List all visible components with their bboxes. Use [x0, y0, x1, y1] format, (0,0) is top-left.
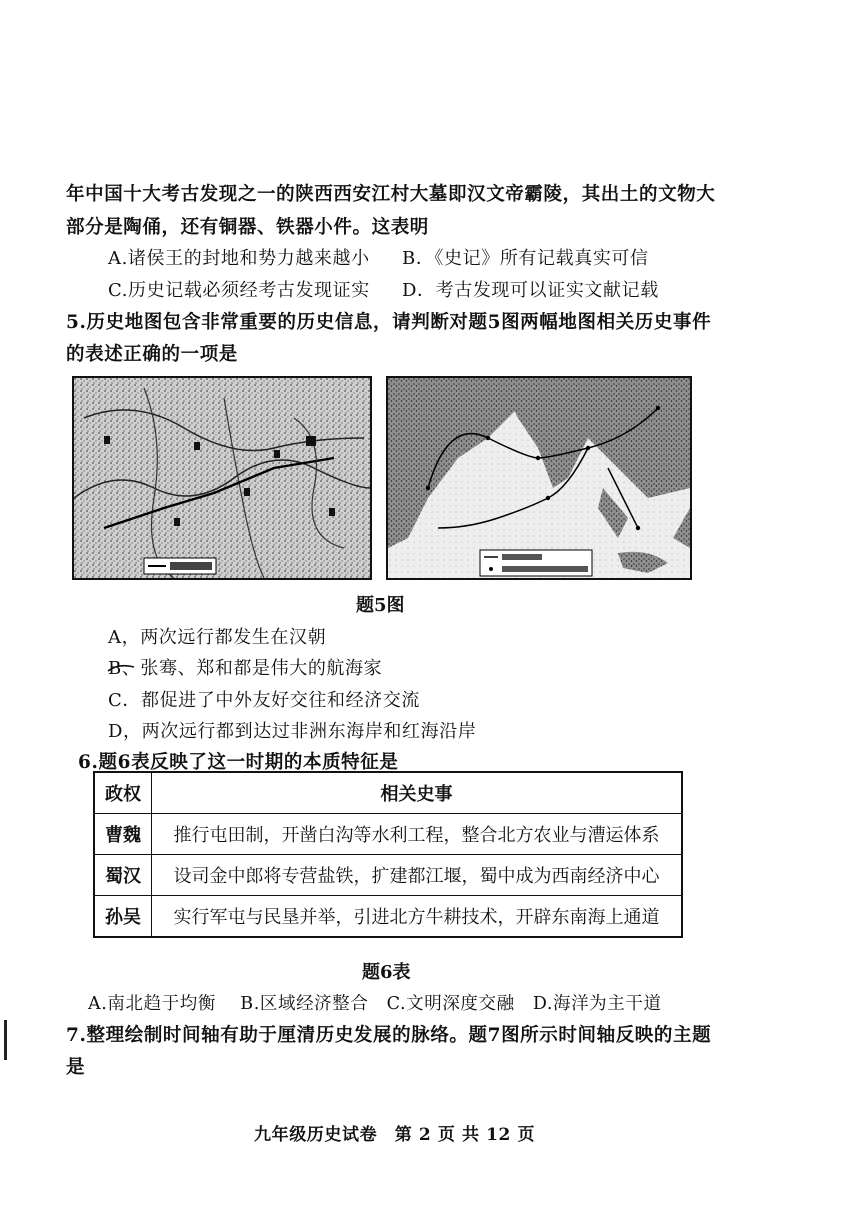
table-6-caption: 题6表: [362, 962, 411, 983]
table-6: [93, 771, 683, 938]
table-cell-events: 推行屯田制，开凿白沟等水利工程，整合北方农业与漕运体系: [152, 814, 683, 855]
q6-options: A.南北趋于均衡 B.区域经济整合 C.文明深度交融 D.海洋为主干道: [88, 994, 662, 1014]
table-row: [94, 855, 682, 896]
map-zhenghe-route: [386, 376, 692, 580]
q4-option-d: D．考古发现可以证实文献记载: [402, 280, 659, 301]
table-cell-events: 实行军屯与民垦并举，引进北方牛耕技术，开辟东南海上通道: [152, 896, 683, 938]
q5-stem-line2: 的表述正确的一项是: [66, 344, 238, 365]
table-header-events: 相关史事: [152, 772, 683, 814]
scan-edge-mark: [4, 1020, 7, 1060]
q7-stem-line2: 是: [66, 1057, 86, 1078]
table-cell-events: 设司金中郎将专营盐铁，扩建都江堰，蜀中成为西南经济中心: [152, 855, 683, 896]
table-cell-regime: 蜀汉: [94, 855, 152, 896]
table-cell-regime: 孙吴: [94, 896, 152, 938]
q4-stem-line2: 部分是陶俑，还有铜器、铁器小件。这表明: [66, 217, 429, 238]
map-zhangqian-route: [72, 376, 372, 580]
table-header-regime: 政权: [94, 772, 152, 814]
table-row: [94, 814, 682, 855]
strike-mark-icon: [106, 661, 136, 675]
q6-stem: 6.题6表反映了这一时期的本质特征是: [78, 752, 399, 773]
table-row: [94, 896, 682, 938]
table-header-row: [94, 772, 682, 814]
q4-option-b: B．《史记》所有记载真实可信: [402, 248, 649, 269]
q4-option-c: C.历史记载必须经考古发现证实: [108, 280, 370, 301]
page-footer: 九年级历史试卷 第 2 页 共 12 页: [254, 1125, 536, 1145]
figure-5-caption: 题5图: [356, 595, 405, 616]
q5-option-b: B、张骞、郑和都是伟大的航海家: [108, 658, 383, 679]
q5-option-c: C．都促进了中外友好交往和经济交流: [108, 690, 420, 711]
q5-option-d: D，两次远行都到达过非洲东海岸和红海沿岸: [108, 721, 477, 742]
table-cell-regime: 曹魏: [94, 814, 152, 855]
q5-stem-line1: 5.历史地图包含非常重要的历史信息，请判断对题5图两幅地图相关历史事件: [66, 312, 712, 333]
q7-stem-line1: 7.整理绘制时间轴有助于厘清历史发展的脉络。题7图所示时间轴反映的主题: [66, 1025, 712, 1046]
q4-stem-line1: 年中国十大考古发现之一的陕西西安江村大墓即汉文帝霸陵，其出土的文物大: [66, 184, 716, 205]
q5-option-a: A，两次远行都发生在汉朝: [108, 627, 327, 648]
q4-option-a: A.诸侯王的封地和势力越来越小: [108, 248, 370, 269]
